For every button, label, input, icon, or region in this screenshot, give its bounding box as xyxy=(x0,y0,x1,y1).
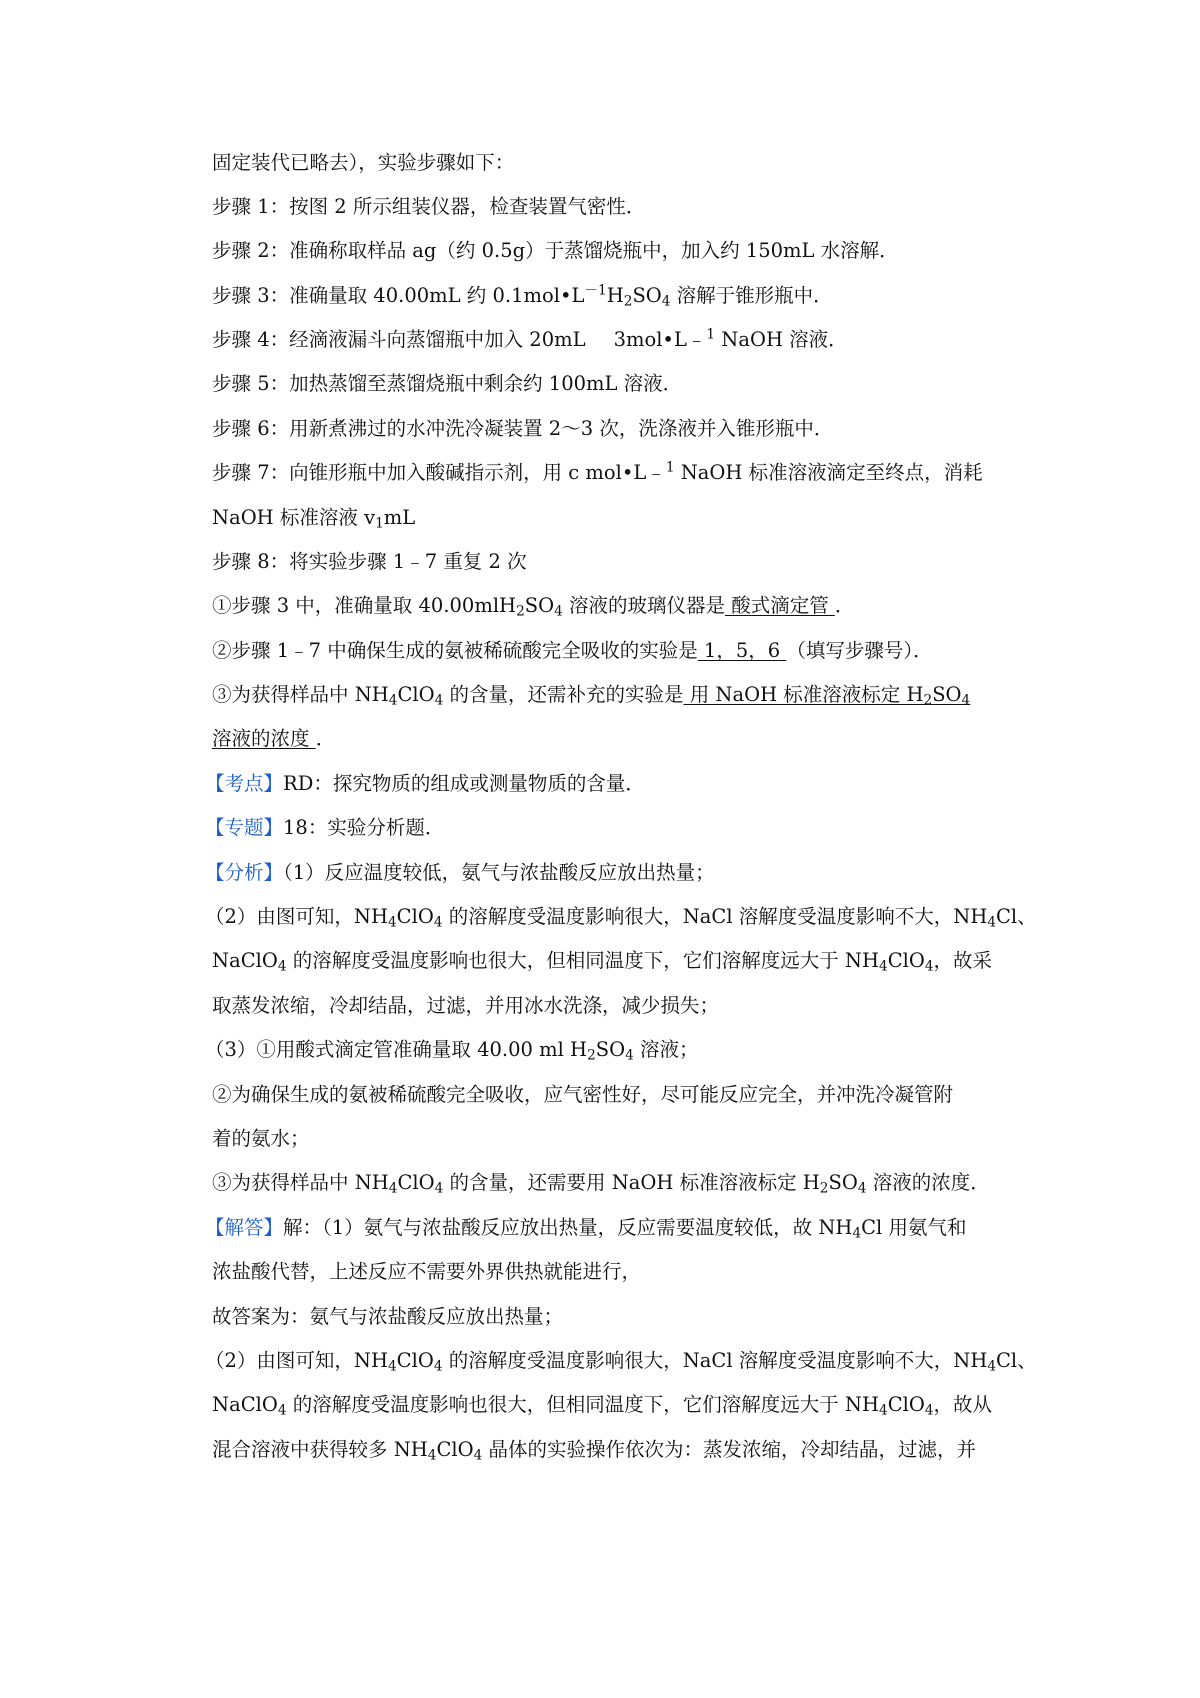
step-5: 步骤 5：加热蒸馏至蒸馏烧瓶中剩余约 100mL 溶液． xyxy=(212,372,683,395)
answer-blank: 1，5，6 xyxy=(697,639,787,662)
analysis-line: （3）①用酸式滴定管准确量取 40.00 ml $H_2SO_4$ 溶液； xyxy=(205,1038,699,1064)
step-7-continued: NaOH 标准溶液 $v_1mL$ xyxy=(212,506,416,532)
zhuanti-tag: 【专题】 xyxy=(205,816,284,839)
answer-line: 浓盐酸代替，上述反应不需要外界供热就能进行， xyxy=(212,1260,642,1283)
fenxi-line: 【分析】（1）反应温度较低，氨气与浓盐酸反应放出热量； xyxy=(205,861,715,884)
step-6: 步骤 6：用新煮沸过的水冲洗冷凝装置 2～3 次，洗涤液并入锥形瓶中． xyxy=(212,417,834,440)
step-3: 步骤 3：准确量取 40.00mL 约 $0.1mol•L^{-1}H_2SO_4$ 溶解于锥形瓶中． xyxy=(212,282,833,310)
question-3: ③为获得样品中 $NH_4ClO_4$ 的含量，还需补充的实验是 用 NaOH 标准溶液标定 $H_2SO_4$ xyxy=(212,683,971,709)
jieda-line: 【解答】解：（1）氨气与浓盐酸反应放出热量，反应需要温度较低，故 $NH_4Cl$ 用氨气和 xyxy=(205,1216,967,1242)
answer-blank: 酸式滴定管 xyxy=(725,594,835,617)
step-4: 步骤 4：经滴液漏斗向蒸馏瓶中加入 20mL 3mol•L﹣$^1$ NaOH 溶液． xyxy=(212,326,848,351)
answer-line: 混合溶液中获得较多 $NH_4ClO_4$ 晶体的实验操作依次为：蒸发浓缩，冷却结晶，过滤，并 xyxy=(212,1438,977,1464)
fenxi-tag: 【分析】 xyxy=(205,861,284,884)
zhuanti-line: 【专题】18：实验分析题． xyxy=(205,816,445,839)
question-1: ①步骤 3 中，准确量取 $40.00mlH_2SO_4$ 溶液的玻璃仪器是 酸式滴定管 ． xyxy=(212,594,855,620)
analysis-line: ③为获得样品中 $NH_4ClO_4$ 的含量，还需要用 NaOH 标准溶液标定 $H_2SO_4$ 溶液的浓度． xyxy=(212,1171,990,1197)
text-line: 固定装代已略去），实验步骤如下： xyxy=(212,151,515,174)
answer-blank: 用 NaOH 标准溶液标定 $H_2SO_4$ xyxy=(683,683,971,709)
kaodian-line: 【考点】RD：探究物质的组成或测量物质的含量． xyxy=(205,772,645,795)
kaodian-tag: 【考点】 xyxy=(205,772,284,795)
answer-blank: 溶液的浓度 xyxy=(212,727,316,750)
jieda-tag: 【解答】 xyxy=(205,1216,284,1239)
analysis-line: 着的氨水； xyxy=(212,1127,310,1150)
analysis-line: 取蒸发浓缩，冷却结晶，过滤，并用冰水洗涤，减少损失； xyxy=(212,994,720,1017)
question-2: ②步骤 1﹣7 中确保生成的氨被稀硫酸完全吸收的实验是 1，5，6 （填写步骤号）． xyxy=(212,639,933,662)
analysis-line: NaClO$_4$ 的溶解度受温度影响也很大，但相同温度下，它们溶解度远大于 $NH_4ClO_4$，故采 xyxy=(212,949,993,975)
answer-line: 故答案为：氨气与浓盐酸反应放出热量； xyxy=(212,1305,564,1328)
step-8: 步骤 8：将实验步骤 1﹣7 重复 2 次 xyxy=(212,550,527,573)
analysis-line: ②为确保生成的氨被稀硫酸完全吸收，应气密性好，尽可能反应完全，并冲洗冷凝管附 xyxy=(212,1083,954,1106)
question-3-continued: 溶液的浓度 ． xyxy=(212,727,336,750)
step-7: 步骤 7：向锥形瓶中加入酸碱指示剂，用 c mol•L﹣$^1$ NaOH 标准溶液滴定至终点，消耗 xyxy=(212,459,983,484)
step-1: 步骤 1：按图 2 所示组装仪器，检查装置气密性． xyxy=(212,195,646,218)
analysis-line: （2）由图可知，$NH_4ClO_4$ 的溶解度受温度影响很大，NaCl 溶解度受温度影响不大，$NH_4Cl$、 xyxy=(205,905,1037,931)
answer-line: NaClO$_4$ 的溶解度受温度影响也很大，但相同温度下，它们溶解度远大于 $NH_4ClO_4$，故从 xyxy=(212,1393,993,1419)
answer-line: （2）由图可知，$NH_4ClO_4$ 的溶解度受温度影响很大，NaCl 溶解度受温度影响不大，$NH_4Cl$、 xyxy=(205,1349,1037,1375)
step-2: 步骤 2：准确称取样品 ag（约 0.5g）于蒸馏烧瓶中，加入约 150mL 水溶解． xyxy=(212,239,899,262)
